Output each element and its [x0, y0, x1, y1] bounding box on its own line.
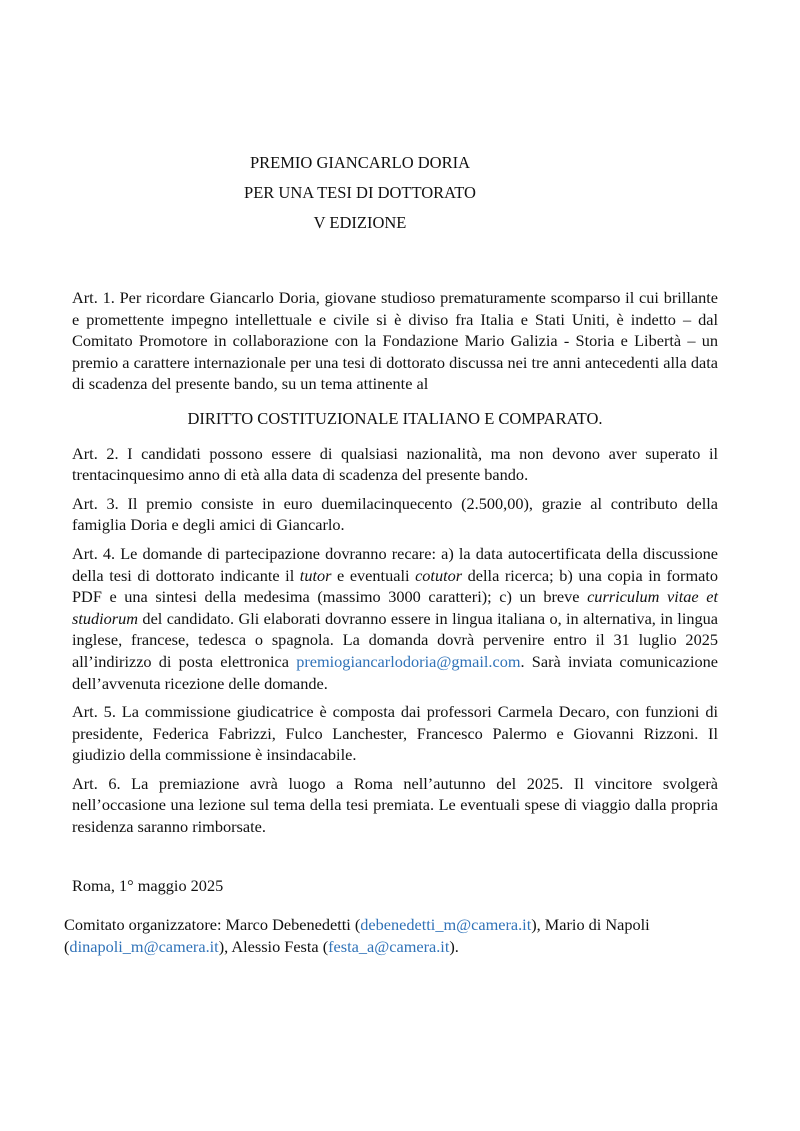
article-2: Art. 2. I candidati possono essere di qualsiasi nazionalità, ma non devono aver superato il trentacinquesimo anno di età alla data di scadenza del presente bando.: [72, 443, 718, 485]
committee-text-2: ), Mario di Napoli (: [64, 915, 650, 956]
title-line-1: PREMIO GIANCARLO DORIA: [249, 153, 470, 172]
article-4-text-2: e eventuali: [331, 565, 416, 585]
committee-text-3: ), Alessio Festa (: [218, 937, 329, 956]
article-4-curriculum: curriculum vitae et studiorum: [72, 587, 718, 628]
article-4-text-3: della ricerca; b) una copia in formato PDF e una sintesi della medesima (massimo 3000 caratteri); c) un breve: [72, 565, 718, 607]
document-body: [72, 287, 718, 838]
article-4-text-4: del candidato. Gli elaborati dovranno essere in lingua italiana o, in alternativa, in lingua inglese, francese, tedesca o spagnola. La domanda dovrà pervenire entro il 31 luglio 2025 all’indirizzo di posta elettronica: [72, 608, 718, 671]
committee-text-1: Comitato organizzatore: Marco Debenedetti (: [64, 915, 361, 934]
prize-subject: DIRITTO COSTITUZIONALE ITALIANO E COMPARATO.: [187, 408, 603, 428]
debenedetti-email-link[interactable]: debenedetti_m@camera.it: [360, 915, 532, 934]
article-6: Art. 6. La premiazione avrà luogo a Roma nell’autunno del 2025. Il vincitore svolgerà nell’occasione una lezione sul tema della tesi premiata. Le eventuali spese di viaggio dalla propria residenza saranno rimborsate.: [72, 773, 718, 837]
title-line-3: V EDIZIONE: [313, 213, 407, 232]
document-title: [0, 148, 720, 238]
article-5: Art. 5. La commissione giudicatrice è composta dai professori Carmela Decaro, con funzioni di presidente, Federica Fabrizzi, Fulco Lanchester, Francesco Palermo e Giovanni Rizzoni. Il giudizio della commissione è insindacabile.: [72, 702, 718, 765]
committee-text-4: ).: [449, 937, 459, 956]
title-line-2: PER UNA TESI DI DOTTORATO: [244, 183, 476, 202]
article-4-tutor: tutor: [299, 565, 332, 585]
article-4: [72, 543, 718, 694]
document-date: Roma, 1° maggio 2025: [72, 876, 224, 895]
submission-email-link[interactable]: premiogiancarlodoria@gmail.com: [296, 651, 521, 671]
article-3: Art. 3. Il premio consiste in euro duemilacinquecento (2.500,00), grazie al contributo della famiglia Doria e degli amici di Giancarlo.: [72, 493, 718, 535]
article-4-cotutor: cotutor: [415, 565, 463, 585]
festa-email-link[interactable]: festa_a@camera.it: [328, 937, 450, 956]
organizing-committee: [64, 914, 724, 958]
dinapoli-email-link[interactable]: dinapoli_m@camera.it: [69, 937, 219, 956]
article-4-text-5: . Sarà inviata comunicazione dell’avvenuta ricezione delle domande.: [72, 651, 719, 693]
article-1: Art. 1. Per ricordare Giancarlo Doria, giovane studioso prematuramente scomparso il cui brillante e promettente impegno intellettuale e civile si è diviso fra Italia e Stati Uniti, è indetto – dal Comitato Promotore in collaborazione con la Fondazione Mario Galizia - Storia e Libertà – un premio a carattere internazionale per una tesi di dottorato discussa nei tre anni antecedenti alla data di scadenza del presente bando, su un tema attinente al: [72, 288, 718, 394]
article-4-text-1: Art. 4. Le domande di partecipazione dovranno recare: a) la data autocertificata della discussione della tesi di dottorato indicante il: [72, 543, 718, 585]
